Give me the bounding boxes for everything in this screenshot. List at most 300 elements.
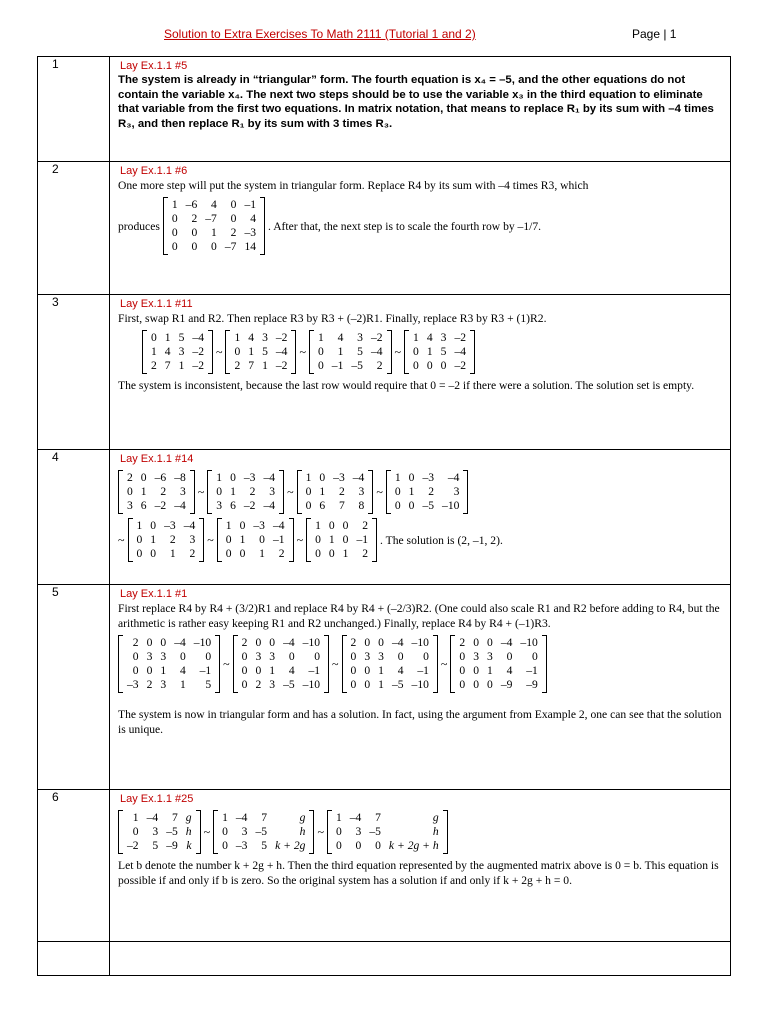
matrix-entry: 0 [413, 359, 419, 372]
matrix-entry: 7 [261, 811, 268, 824]
table-row [38, 450, 731, 585]
matrix-entry: 6 [140, 499, 147, 512]
matrix-entry: –2 [243, 499, 256, 512]
matrix-entry: –5 [391, 678, 404, 691]
matrix-entry: –1 [244, 198, 257, 211]
matrix-entry: –3 [164, 519, 176, 532]
table-row [38, 790, 731, 942]
matrix-entry: k + 2g [275, 839, 306, 852]
matrix-entry: 5 [152, 839, 159, 852]
matrix-entry: 14 [244, 240, 257, 253]
matrix-entry: 4 [397, 664, 404, 677]
matrix-entry: 1 [239, 533, 246, 546]
matrix [128, 518, 205, 562]
matrix-entry: 3 [358, 485, 365, 498]
matrix-entry: 0 [413, 345, 419, 358]
matrix-entry: 3 [179, 485, 186, 498]
matrix-entry: 0 [150, 519, 157, 532]
matrix-entry: 1 [225, 519, 232, 532]
matrix-entry: 1 [178, 359, 185, 372]
solution-conclusion: Let b denote the number k + 2g + h. Then the third equation represented by the augmented matrix above is 0 = b. This equation is possible if and only if b is zero. So the original system has a solution if and only if k + 2g + h = 0. [118, 859, 719, 887]
matrix [386, 470, 469, 514]
matrix-entry: 1 [315, 519, 321, 532]
matrix-entry: 0 [423, 650, 429, 663]
empty-cell [38, 942, 110, 976]
matrix-entry: 0 [350, 678, 357, 691]
matrix [342, 635, 438, 693]
matrix-entry: 0 [171, 240, 178, 253]
matrix-entry: 0 [319, 471, 326, 484]
matrix-entry: 3 [473, 650, 480, 663]
matrix-entry: 4 [179, 664, 186, 677]
matrix [327, 810, 448, 854]
matrix-entry: 0 [132, 825, 139, 838]
matrix [306, 518, 377, 562]
matrix-entry: 3 [355, 825, 362, 838]
matrix [213, 810, 314, 854]
matrix-entry: 0 [259, 533, 265, 546]
matrix-entry: –10 [520, 636, 538, 649]
matrix-entry: –9 [500, 678, 513, 691]
matrix-entry: 0 [288, 650, 295, 663]
matrix-entry: –4 [272, 519, 285, 532]
matrix-entry: 3 [487, 650, 493, 663]
matrix-entry: 0 [335, 839, 342, 852]
matrix-entry: 1 [269, 664, 276, 677]
matrix-entry: 2 [362, 519, 369, 532]
matrix [225, 330, 296, 374]
exercise-reference: Lay Ex.1.1 #25 [120, 793, 194, 805]
matrix-entry: 0 [506, 650, 513, 663]
matrix-entry: –4 [370, 345, 383, 358]
matrix-entry: 2 [362, 547, 369, 560]
matrix-entry: 7 [338, 499, 345, 512]
matrix-entry: 0 [132, 664, 139, 677]
matrix-entry: 0 [408, 499, 415, 512]
table-row [38, 162, 731, 295]
matrix [450, 635, 546, 693]
matrix-entry: –3 [235, 839, 248, 852]
matrix-entry: 0 [315, 547, 321, 560]
matrix-entry: 1 [262, 359, 268, 372]
matrix-entry: –1 [331, 359, 344, 372]
matrix-entry: k [186, 839, 192, 852]
matrix-chain [118, 635, 724, 693]
matrix-entry: 0 [305, 499, 312, 512]
matrix-entry: 3 [241, 825, 248, 838]
exercise-reference: Lay Ex.1.1 #6 [120, 165, 188, 177]
matrix-entry: 0 [136, 547, 143, 560]
table-row [38, 585, 731, 790]
matrix-entry: 2 [230, 226, 237, 239]
matrix-entry: 0 [459, 650, 466, 663]
matrix-entry: 1 [171, 198, 178, 211]
matrix-entry: –2 [192, 345, 204, 358]
matrix-entry: 4 [211, 198, 217, 211]
matrix-entry: 1 [394, 471, 401, 484]
matrix-entry: 0 [426, 359, 433, 372]
matrix-entry: 0 [397, 650, 404, 663]
matrix-entry: 0 [205, 650, 212, 663]
matrix-entry: 0 [315, 533, 321, 546]
exercise-reference: Lay Ex.1.1 #1 [120, 588, 188, 600]
matrix-entry: –4 [275, 345, 288, 358]
matrix-entry: g [185, 811, 192, 824]
matrix-entry: 0 [473, 636, 480, 649]
matrix-entry: 1 [211, 226, 217, 239]
matrix-entry: 0 [230, 198, 237, 211]
matrix-entry: –1 [272, 533, 285, 546]
matrix-entry: 0 [350, 650, 357, 663]
matrix-entry: –5 [283, 678, 295, 691]
matrix-entry: 0 [342, 533, 349, 546]
matrix-entry: 0 [335, 825, 342, 838]
matrix-entry: 0 [225, 547, 232, 560]
row-equivalence-symbol: ~ [207, 532, 214, 547]
matrix-entry: –4 [263, 471, 276, 484]
matrix-entry: 3 [269, 650, 276, 663]
matrix-entry: –3 [333, 471, 345, 484]
empty-cell [110, 942, 731, 976]
matrix [118, 470, 195, 514]
matrix-entry: 0 [473, 664, 480, 677]
matrix-entry: 0 [179, 650, 186, 663]
matrix-entry: –1 [356, 533, 369, 546]
solutions-table [37, 56, 731, 976]
matrix-entry: 2 [151, 359, 157, 372]
matrix-entry: –3 [243, 471, 256, 484]
row-number: 1 [52, 57, 59, 71]
matrix-entry: 0 [146, 664, 153, 677]
row-equivalence-symbol: ~ [440, 656, 448, 671]
matrix-entry: 0 [328, 547, 335, 560]
matrix-entry: –9 [166, 839, 178, 852]
matrix [233, 635, 329, 693]
matrix-entry: 1 [378, 664, 384, 677]
row-equivalence-symbol: ~ [394, 344, 402, 359]
matrix-entry: 1 [408, 485, 415, 498]
matrix-entry: 0 [239, 519, 246, 532]
matrix-entry: 0 [234, 345, 241, 358]
matrix-entry: 0 [317, 345, 324, 358]
page-number: Page | 1 [632, 27, 677, 41]
matrix-entry: –2 [454, 331, 467, 344]
document-title: Solution to Extra Exercises To Math 2111 (Tutorial 1 and 2) [164, 27, 476, 41]
row-equivalence-symbol: ~ [223, 656, 230, 671]
matrix-entry: 3 [160, 678, 167, 691]
matrix-entry: 3 [378, 650, 384, 663]
matrix-entry: 0 [222, 839, 228, 852]
matrix-entry: 4 [506, 664, 513, 677]
matrix-entry: 2 [234, 359, 241, 372]
matrix-entry: 3 [262, 331, 268, 344]
matrix-entry: 1 [487, 664, 493, 677]
matrix-entry: –6 [154, 471, 167, 484]
matrix-entry: –5 [422, 499, 435, 512]
matrix-entry: 3 [216, 499, 223, 512]
matrix-entry: –2 [454, 359, 467, 372]
matrix-entry: –4 [500, 636, 513, 649]
matrix-entry: –1 [199, 664, 212, 677]
matrix-entry: –5 [351, 359, 363, 372]
matrix-entry: 0 [364, 678, 371, 691]
matrix-entry: 2 [350, 636, 357, 649]
matrix-entry: 4 [426, 331, 433, 344]
matrix-entry: 0 [255, 636, 262, 649]
matrix-entry: –4 [391, 636, 404, 649]
matrix-entry: –5 [166, 825, 178, 838]
matrix-entry: 1 [140, 485, 147, 498]
matrix-entry: –4 [174, 499, 186, 512]
solution-intro: First, swap R1 and R2. Then replace R3 by R3 + (–2)R1. Finally, replace R3 by R3 + (1)R2. [118, 312, 547, 325]
matrix-entry: 0 [350, 664, 357, 677]
matrix [297, 470, 374, 514]
matrix [118, 635, 220, 693]
matrix-entry: –3 [422, 471, 435, 484]
matrix-entry: 2 [127, 471, 133, 484]
matrix-entry: 7 [164, 359, 171, 372]
matrix-entry: 2 [132, 636, 139, 649]
produces-label: produces [118, 219, 160, 233]
matrix-entry: 0 [225, 533, 232, 546]
matrix-chain [118, 330, 724, 374]
matrix-entry: 0 [269, 636, 276, 649]
matrix-entry: –3 [253, 519, 265, 532]
row-equivalence-symbol: ~ [376, 484, 383, 499]
matrix-entry: 1 [337, 345, 344, 358]
matrix-entry: 0 [132, 650, 139, 663]
matrix-entry: 3 [269, 678, 276, 691]
matrix-entry: h [185, 825, 192, 838]
matrix-entry: 0 [440, 359, 447, 372]
matrix-entry: 0 [211, 240, 217, 253]
row-equivalence-symbol: ~ [317, 824, 324, 839]
matrix-entry: –10 [193, 636, 212, 649]
row-equivalence-symbol: ~ [203, 824, 211, 839]
solution-intro: First replace R4 by R4 + (3/2)R1 and replace R4 by R4 + (–2/3)R2. (One could also scale R1 and R2 before adding to R4, but the arithmetic is rather easy keeping R1 and R2 unchanged.) Finally, replace R4 by R4 + (–1)R3. [118, 602, 720, 630]
matrix-entry: 0 [127, 485, 133, 498]
matrix-entry: 0 [140, 471, 147, 484]
row-number: 2 [52, 162, 59, 176]
matrix-entry: 0 [241, 678, 248, 691]
matrix-entry: h [432, 825, 439, 838]
matrix-entry: –5 [369, 825, 381, 838]
matrix-entry: 2 [160, 485, 167, 498]
matrix-entry: 1 [136, 519, 143, 532]
matrix-entry: 0 [136, 533, 143, 546]
matrix-entry: –4 [454, 345, 467, 358]
solution-continuation: . After that, the next step is to scale the fourth row by –1/7. [268, 219, 542, 233]
matrix-entry: 3 [127, 499, 133, 512]
matrix-entry: 6 [319, 499, 326, 512]
matrix-entry: 2 [255, 678, 262, 691]
matrix-entry: 0 [317, 359, 324, 372]
matrix-entry: 7 [375, 811, 381, 824]
matrix-entry: 1 [259, 547, 265, 560]
row-number: 6 [52, 790, 59, 804]
matrix-entry: 0 [239, 547, 246, 560]
matrix-entry: –10 [411, 636, 429, 649]
matrix-entry: –2 [192, 359, 204, 372]
matrix-entry: 4 [250, 212, 257, 225]
matrix-entry: 6 [230, 499, 236, 512]
matrix-entry: 1 [342, 547, 349, 560]
matrix-entry: 0 [487, 636, 493, 649]
matrix-entry: 0 [459, 664, 466, 677]
row-equivalence-symbol: ~ [215, 344, 223, 359]
matrix-entry: 0 [459, 678, 466, 691]
matrix [207, 470, 284, 514]
matrix-entry: 7 [171, 811, 178, 824]
matrix-entry: 0 [394, 499, 401, 512]
matrix-entry: –2 [275, 331, 288, 344]
matrix-entry: 4 [288, 664, 295, 677]
matrix-entry: 1 [230, 485, 236, 498]
matrix-entry: 1 [319, 485, 326, 498]
matrix-entry: 0 [355, 839, 362, 852]
matrix-entry: 2 [459, 636, 466, 649]
matrix-entry: –8 [174, 471, 186, 484]
matrix-entry: –6 [185, 198, 198, 211]
matrix [309, 330, 392, 374]
matrix-chain [118, 810, 724, 854]
table-row [38, 57, 731, 162]
matrix-entry: –2 [154, 499, 167, 512]
matrix-entry: 2 [338, 485, 345, 498]
matrix-entry: 1 [169, 547, 176, 560]
matrix-entry: 0 [191, 240, 198, 253]
matrix-entry: 0 [342, 519, 349, 532]
matrix-entry: –7 [224, 240, 237, 253]
matrix-entry: –10 [442, 499, 460, 512]
matrix-entry: 2 [189, 547, 196, 560]
matrix-entry: 0 [305, 485, 312, 498]
matrix-entry: 0 [314, 650, 321, 663]
matrix-entry: 5 [440, 345, 447, 358]
row-equivalence-symbol: ~ [332, 656, 339, 671]
matrix-entry: 3 [364, 650, 371, 663]
matrix-entry: –3 [127, 678, 139, 691]
matrix-chain [118, 518, 724, 562]
matrix-entry: 2 [428, 485, 435, 498]
matrix-entry: 0 [408, 471, 415, 484]
matrix-entry: 0 [375, 839, 381, 852]
matrix-entry: 5 [262, 345, 268, 358]
matrix-entry: 1 [328, 533, 335, 546]
matrix-entry: 1 [132, 811, 139, 824]
row-equivalence-symbol: ~ [296, 532, 304, 547]
matrix-entry: 4 [164, 345, 171, 358]
matrix-entry: 3 [269, 485, 276, 498]
row-equivalence-symbol: ~ [197, 484, 205, 499]
matrix [142, 330, 213, 374]
matrix-entry: 0 [150, 547, 157, 560]
matrix-entry: 4 [248, 331, 255, 344]
matrix-entry: 1 [378, 678, 384, 691]
matrix-entry: –9 [526, 678, 538, 691]
matrix-entry: 0 [255, 664, 262, 677]
matrix-entry: 3 [146, 650, 153, 663]
matrix-entry: 8 [358, 499, 365, 512]
row-number: 4 [52, 450, 59, 464]
table-row [38, 942, 731, 976]
matrix-entry: 3 [152, 825, 159, 838]
matrix-entry: 5 [357, 345, 363, 358]
matrix-entry: 0 [378, 636, 384, 649]
matrix-entry: 1 [335, 811, 342, 824]
matrix-chain [118, 470, 724, 514]
matrix-entry: 1 [160, 664, 167, 677]
matrix-entry: –2 [275, 359, 288, 372]
row-number: 3 [52, 295, 59, 309]
matrix-entry: –4 [183, 519, 196, 532]
matrix-entry: 0 [241, 650, 248, 663]
matrix [404, 330, 475, 374]
matrix-entry: 5 [261, 839, 268, 852]
matrix-entry: g [299, 811, 306, 824]
solution-conclusion: The system is inconsistent, because the last row would require that 0 = –2 if there were a solution. The solution set is empty. [118, 379, 695, 392]
matrix-entry: 1 [317, 331, 324, 344]
matrix-entry: 0 [487, 678, 493, 691]
matrix-entry: –4 [349, 811, 362, 824]
solution-statement: . The solution is (2, –1, 2). [380, 533, 503, 547]
matrix-entry: –4 [192, 331, 204, 344]
matrix-entry: 1 [150, 533, 157, 546]
matrix-entry: 2 [169, 533, 176, 546]
matrix-entry: 0 [364, 664, 371, 677]
matrix-entry: –4 [263, 499, 276, 512]
matrix-entry: –4 [352, 471, 365, 484]
matrix-entry: 1 [426, 345, 433, 358]
matrix-entry: 1 [413, 331, 419, 344]
matrix-entry: 1 [179, 678, 186, 691]
matrix-entry: 4 [337, 331, 344, 344]
matrix-entry: –1 [308, 664, 321, 677]
matrix-entry: 3 [189, 533, 196, 546]
matrix-entry: –4 [235, 811, 248, 824]
solution-conclusion: The system is now in triangular form and has a solution. In fact, using the argument from Example 2, one can see that the solution is unique. [118, 708, 722, 736]
matrix-entry: 1 [248, 345, 255, 358]
matrix-entry: 0 [473, 678, 480, 691]
solution-text: The system is already in “triangular” form. The fourth equation is x₄ = –5, and the other equations do not contain the variable x₄. The next two steps should be to use the variable x₃ in the third equation to eliminate that variable from the first two equations. In matrix notation, that means to replace R₁ by its sum with –4 times R₃, and then replace R₁ by its sum with 3 times R₃. [118, 74, 714, 130]
matrix-entry: 0 [394, 485, 401, 498]
matrix-entry: 0 [191, 226, 198, 239]
matrix-entry: 0 [160, 636, 167, 649]
matrix-entry: –1 [417, 664, 429, 677]
matrix-entry: –3 [244, 226, 257, 239]
matrix-entry: –4 [283, 636, 295, 649]
matrix-entry: 0 [171, 212, 178, 225]
matrix-entry: 0 [230, 471, 236, 484]
matrix [163, 197, 265, 255]
matrix-entry: 2 [376, 359, 383, 372]
matrix-entry: 1 [216, 471, 223, 484]
matrix-entry: 0 [364, 636, 371, 649]
matrix-entry: 3 [178, 345, 185, 358]
matrix-entry: 0 [146, 636, 153, 649]
matrix-entry: h [299, 825, 306, 838]
row-equivalence-symbol: ~ [118, 532, 125, 547]
matrix-entry: 1 [305, 471, 312, 484]
matrix-entry: 3 [255, 650, 262, 663]
matrix [118, 810, 201, 854]
matrix-entry: 3 [453, 485, 460, 498]
matrix-entry: –10 [411, 678, 429, 691]
row-number: 5 [52, 585, 59, 599]
matrix-entry: 0 [532, 650, 538, 663]
matrix-entry: 1 [222, 811, 228, 824]
matrix-entry: –2 [370, 331, 383, 344]
